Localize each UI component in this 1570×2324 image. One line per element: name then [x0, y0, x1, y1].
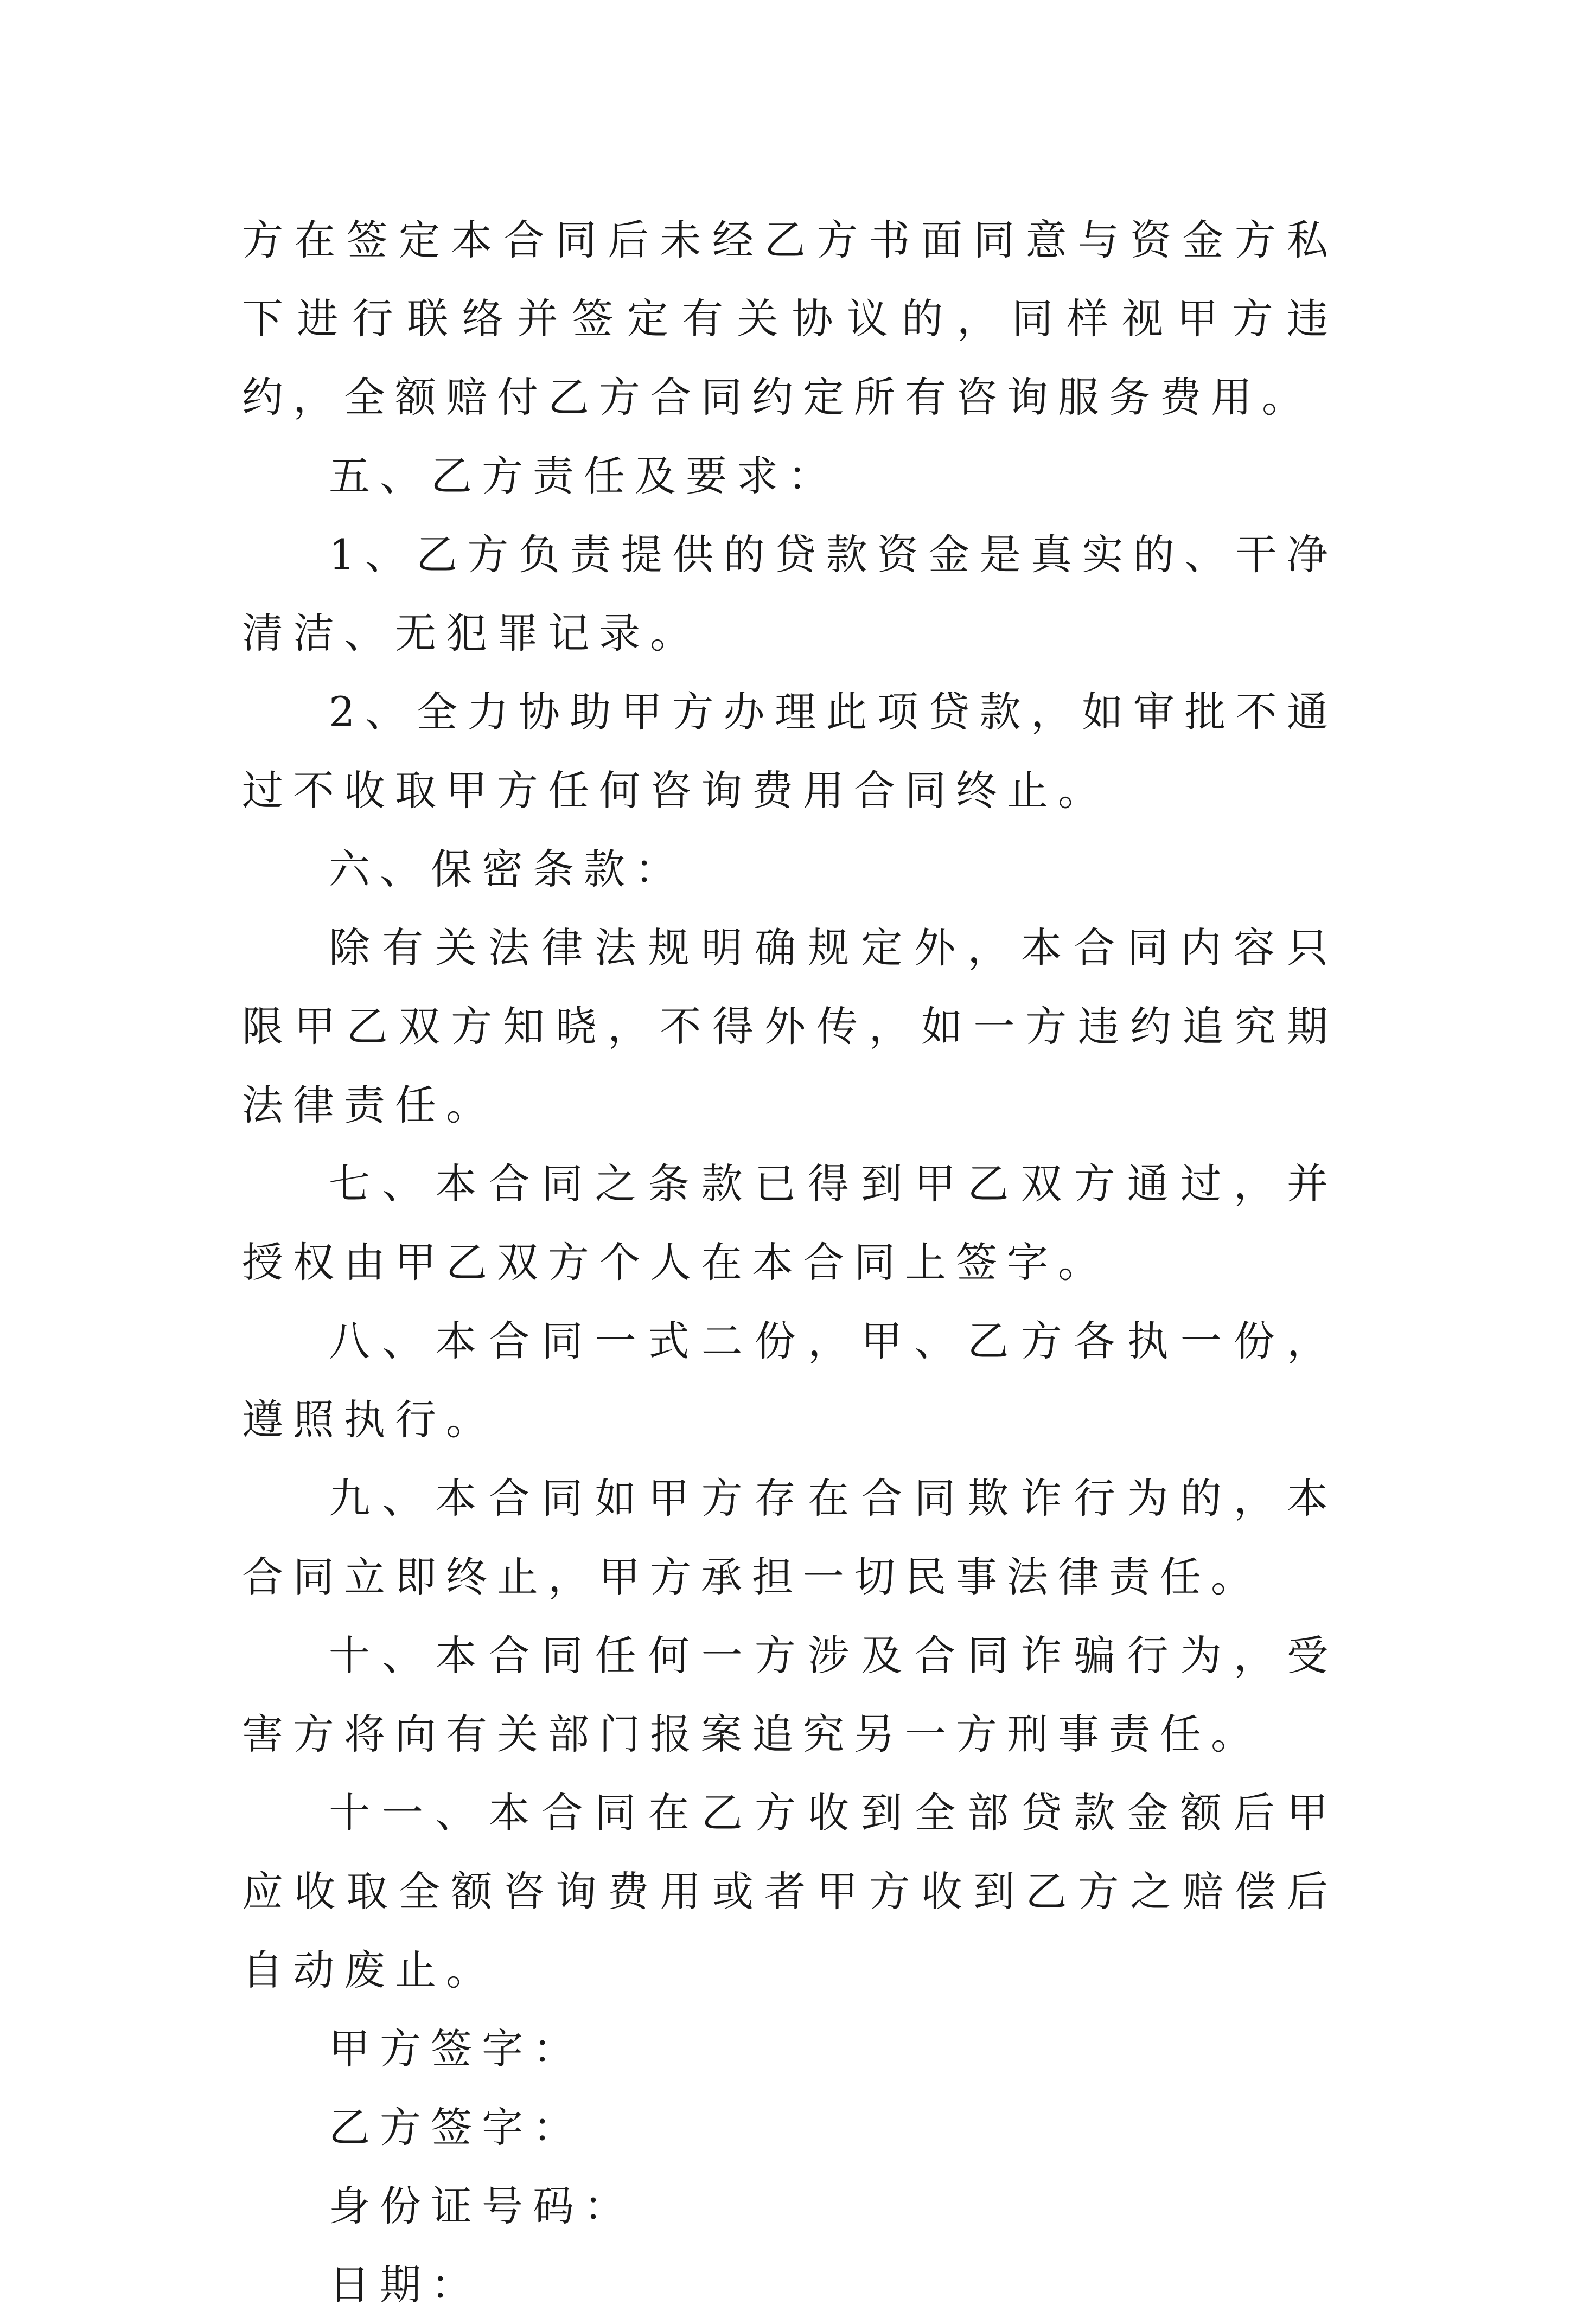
signature-party-b: 乙方签字：	[329, 2103, 584, 2152]
signature-id-number: 身份证号码：	[329, 2182, 635, 2230]
contract-body	[242, 201, 1338, 2324]
section-6-body: 除有关法律法规明确规定外，本合同内容只限甲乙双方知晓，不得外传，如一方违约追究期法律责任。	[242, 924, 1338, 1129]
section-6-heading: 六、保密条款：	[329, 845, 686, 893]
section-11: 十一、本合同在乙方收到全部贷款金额后甲应收取全额咨询费用或者甲方收到乙方之赔偿后自动废止。	[242, 1789, 1338, 1994]
section-5-heading: 五、乙方责任及要求：	[329, 452, 839, 500]
signature-party-a: 甲方签字：	[329, 2025, 584, 2073]
section-8: 八、本合同一式二份，甲、乙方各执一份，遵照执行。	[242, 1317, 1338, 1444]
section-7: 七、本合同之条款已得到甲乙双方通过，并授权由甲乙双方个人在本合同上签字。	[242, 1160, 1338, 1286]
paragraph-continuation: 方在签定本合同后未经乙方书面同意与资金方私下进行联络并签定有关协议的，同样视甲方违约，全额赔付乙方合同约定所有咨询服务费用。	[242, 216, 1338, 421]
section-9: 九、本合同如甲方存在合同欺诈行为的，本合同立即终止，甲方承担一切民事法律责任。	[242, 1474, 1338, 1601]
section-5-item-1: 1、乙方负责提供的贷款资金是真实的、干净清洁、无犯罪记录。	[242, 530, 1338, 657]
section-10: 十、本合同任何一方涉及合同诈骗行为，受害方将向有关部门报案追究另一方刑事责任。	[242, 1631, 1338, 1758]
section-5-item-2: 2、全力协助甲方办理此项贷款，如审批不通过不收取甲方任何咨询费用合同终止。	[242, 688, 1338, 815]
signature-date: 日期：	[329, 2261, 482, 2309]
